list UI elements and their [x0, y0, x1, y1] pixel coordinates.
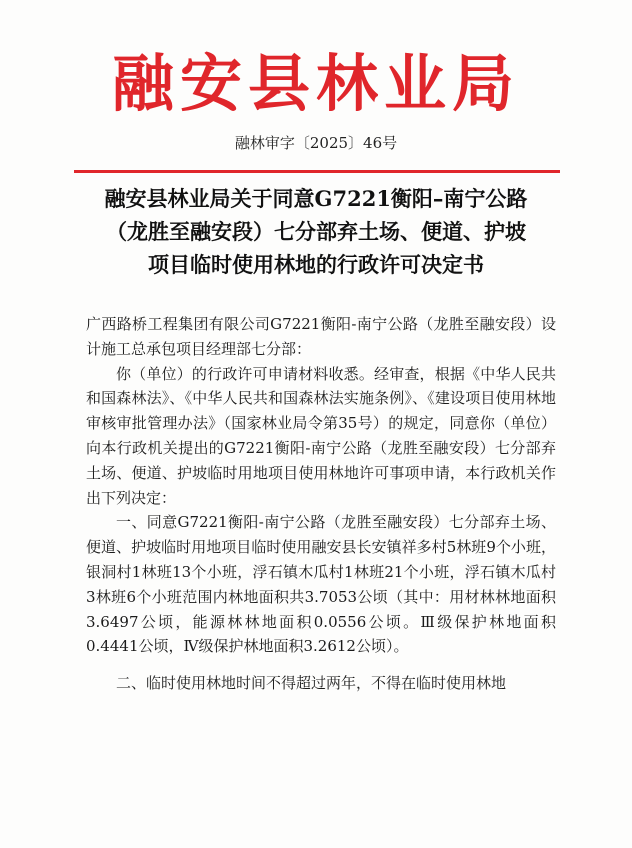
document-title — [60, 182, 572, 281]
paragraph-decision-1: 一、同意G7221衡阳-南宁公路（龙胜至融安段）七分部弃土场、便道、护坡临时用地项目临时使用融安县长安镇祥多村5林班9个小班，银洞村1林班13个小班，浮石镇木瓜村1林班21个小班，浮石镇木瓜村3林班6个小班范围内林地面积共3.7053公顷（其中：用材林林地面积3.6497公顷，能源林林地面积0.0556公顷。Ⅲ级保护林地面积0.4441公顷，Ⅳ级保护林地面积3.2612公顷）。 — [86, 513, 556, 656]
document-number: 融林审字〔2025〕46号 — [234, 134, 398, 152]
paragraph-decision-2: 二、临时使用林地时间不得超过两年，不得在临时使用林地 — [116, 674, 507, 693]
document-body — [86, 312, 556, 696]
red-divider-line — [74, 170, 560, 173]
title-line-1: 融安县林业局关于同意G7221衡阳–南宁公路 — [104, 186, 528, 211]
addressee: 广西路桥工程集团有限公司G7221衡阳-南宁公路（龙胜至融安段）设计施工总承包项目经理部七分部： — [86, 315, 556, 358]
paragraph-review: 你（单位）的行政许可申请材料收悉。经审查，根据《中华人民共和国森林法》、《中华人民共和国森林法实施条例》、《建设项目使用林地审核审批管理办法》（国家林业局令第35号）的规定，同意你（单位）向本行政机关提出的G7221衡阳-南宁公路（龙胜至融安段）七分部弃土场、便道、护坡临时用地项目使用林地许可事项申请，本行政机关作出下列决定： — [86, 364, 556, 507]
issuing-org-title: 融安县林业局 — [111, 47, 520, 120]
title-line-3: 项目临时使用林地的行政许可决定书 — [148, 252, 484, 277]
title-line-2: （龙胜至融安段）七分部弃土场、便道、护坡 — [106, 219, 526, 244]
